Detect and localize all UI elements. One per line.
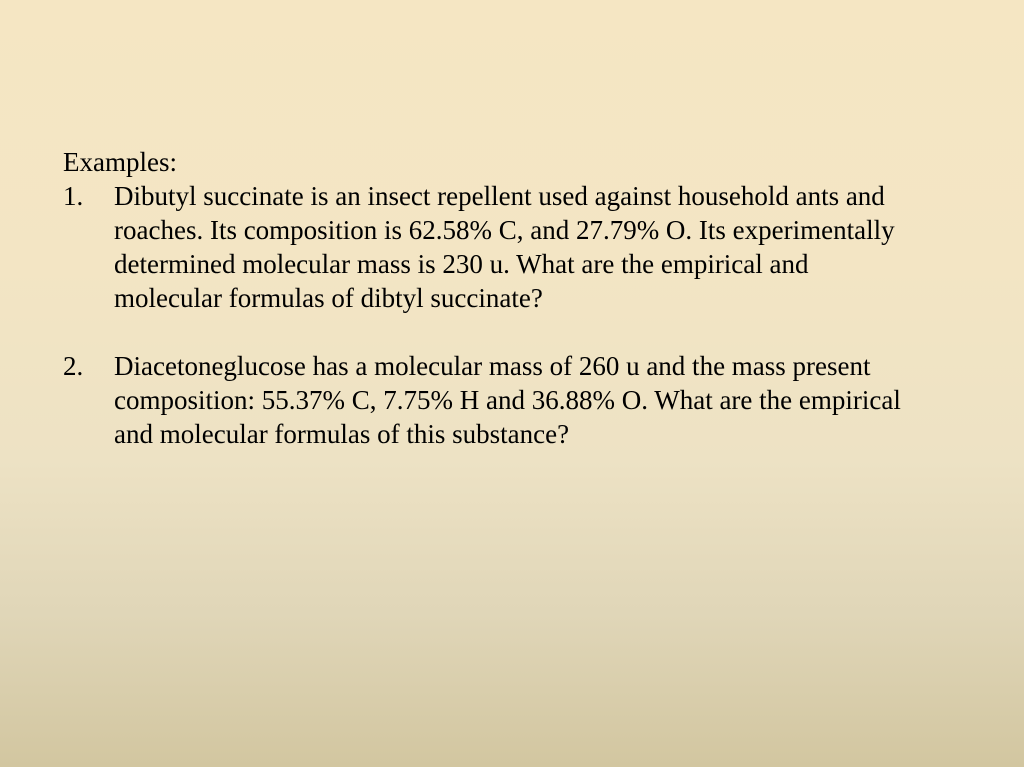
example-line: and molecular formulas of this substance? [114, 419, 570, 449]
slide-content [63, 145, 963, 451]
examples-heading: Examples: [63, 147, 177, 177]
example-line: Dibutyl succinate is an insect repellent used against household ants and [114, 181, 885, 211]
example-line: composition: 55.37% C, 7.75% H and 36.88% O. What are the empirical [114, 385, 901, 415]
example-item-2 [63, 349, 963, 451]
example-text [114, 179, 963, 315]
example-item-1 [63, 179, 963, 315]
example-text [114, 349, 963, 451]
example-number: 2. [63, 351, 84, 381]
example-line: molecular formulas of dibtyl succinate? [114, 283, 543, 313]
paragraph-spacer [63, 315, 963, 349]
example-line: roaches. Its composition is 62.58% C, and 27.79% O. Its experimentally [114, 215, 895, 245]
example-line: determined molecular mass is 230 u. What are the empirical and [114, 249, 809, 279]
example-number: 1. [63, 181, 84, 211]
example-line: Diacetoneglucose has a molecular mass of 260 u and the mass present [114, 351, 871, 381]
